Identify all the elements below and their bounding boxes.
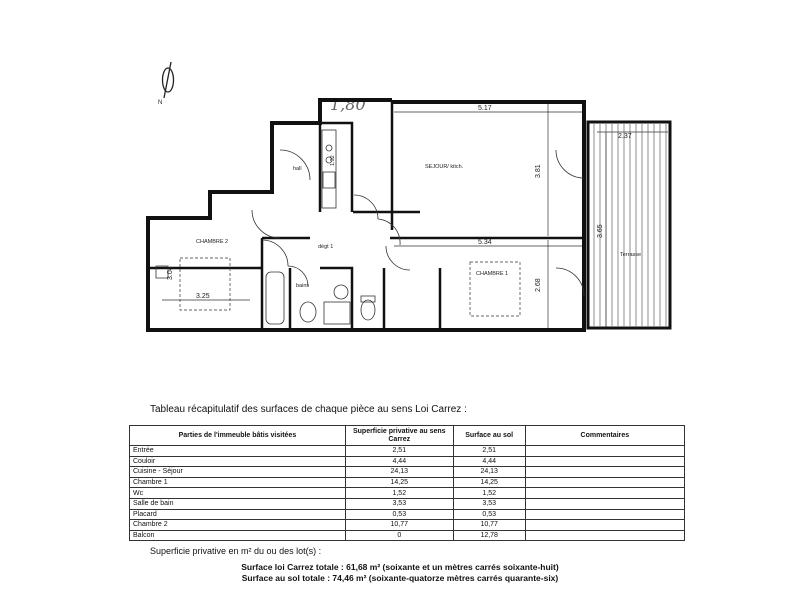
cell-comment <box>525 446 684 457</box>
dim-label-304: 3.04 <box>167 266 174 280</box>
cell-comment <box>525 467 684 478</box>
cell-carrez: 24,13 <box>345 467 453 478</box>
outer-walls <box>148 100 584 330</box>
north-arrow-icon <box>158 62 174 106</box>
cell-sol: 14,25 <box>453 477 525 488</box>
cell-room: Salle de bain <box>130 498 346 509</box>
table-row <box>130 467 685 478</box>
dim-label-268: 2.68 <box>535 278 542 292</box>
table-row <box>130 446 685 457</box>
cell-comment <box>525 456 684 467</box>
totals-block <box>0 562 800 584</box>
cell-sol: 10,77 <box>453 520 525 531</box>
room-label-degt: dégt 1 <box>318 244 334 250</box>
cell-comment <box>525 498 684 509</box>
dim-label-517: 5.17 <box>478 105 492 112</box>
cell-sol: 2,51 <box>453 446 525 457</box>
cell-comment <box>525 488 684 499</box>
table-row <box>130 509 685 520</box>
table-row <box>130 488 685 499</box>
header-carrez: Superficie privative au sens Carrez <box>345 426 453 446</box>
room-label-terrasse: Terrasse <box>620 252 642 258</box>
room-label-hall: hall <box>293 166 302 172</box>
cell-carrez: 2,51 <box>345 446 453 457</box>
table-row <box>130 498 685 509</box>
table-row <box>130 477 685 488</box>
header-commentaires: Commentaires <box>525 426 684 446</box>
cell-carrez: 0,53 <box>345 509 453 520</box>
cell-carrez: 1,52 <box>345 488 453 499</box>
cell-sol: 3,53 <box>453 498 525 509</box>
table-row <box>130 456 685 467</box>
surface-table <box>129 425 685 541</box>
dimension-lines <box>162 104 668 328</box>
dim-label-534: 5.34 <box>478 239 492 246</box>
cell-carrez: 0 <box>345 530 453 541</box>
surface-intro: Superficie privative en m² du ou des lot(s) : <box>150 546 322 556</box>
cell-carrez: 14,25 <box>345 477 453 488</box>
total-sol: Surface au sol totale : 74,46 m² (soixante-quatorze mètres carrés quarante-six) <box>241 573 559 583</box>
dim-label-381: 3.81 <box>535 164 542 178</box>
room-label-sejour: SEJOUR/ kitch. <box>425 164 464 170</box>
dim-label-365: 3.65 <box>597 224 604 238</box>
dim-label-237: 2.37 <box>618 133 632 140</box>
cell-room: Wc <box>130 488 346 499</box>
cell-sol: 4,44 <box>453 456 525 467</box>
cell-room: Balcon <box>130 530 346 541</box>
header-parties: Parties de l'immeuble bâtis visitées <box>130 426 346 446</box>
room-label-chambre1: CHAMBRE 1 <box>476 271 509 277</box>
dim-label-132: 1.32 <box>330 155 336 166</box>
inner-walls <box>148 102 584 328</box>
north-label: N <box>158 100 163 106</box>
cell-comment <box>525 509 684 520</box>
cell-sol: 12,78 <box>453 530 525 541</box>
cell-comment <box>525 530 684 541</box>
cell-room: Entrée <box>130 446 346 457</box>
cell-room: Chambre 1 <box>130 477 346 488</box>
cell-sol: 1,52 <box>453 488 525 499</box>
handwritten-note: 1,80 <box>330 95 366 114</box>
cell-carrez: 3,53 <box>345 498 453 509</box>
cell-room: Couloir <box>130 456 346 467</box>
cell-carrez: 4,44 <box>345 456 453 467</box>
header-sol: Surface au sol <box>453 426 525 446</box>
cell-room: Cuisine - Séjour <box>130 467 346 478</box>
fixtures <box>156 130 375 324</box>
dim-label-325: 3.25 <box>196 293 210 300</box>
cell-sol: 24,13 <box>453 467 525 478</box>
cell-carrez: 10,77 <box>345 520 453 531</box>
total-carrez: Surface loi Carrez totale : 61,68 m² (soixante et un mètres carrés soixante-huit) <box>241 562 559 572</box>
table-row <box>130 530 685 541</box>
room-label-bains: bains <box>296 283 310 289</box>
cell-comment <box>525 477 684 488</box>
cell-comment <box>525 520 684 531</box>
cell-room: Chambre 2 <box>130 520 346 531</box>
table-row <box>130 520 685 531</box>
cell-sol: 0,53 <box>453 509 525 520</box>
cell-room: Placard <box>130 509 346 520</box>
table-header-row <box>130 426 685 446</box>
room-label-chambre2: CHAMBRE 2 <box>196 239 229 245</box>
table-caption: Tableau récapitulatif des surfaces de chaque pièce au sens Loi Carrez : <box>150 404 467 415</box>
